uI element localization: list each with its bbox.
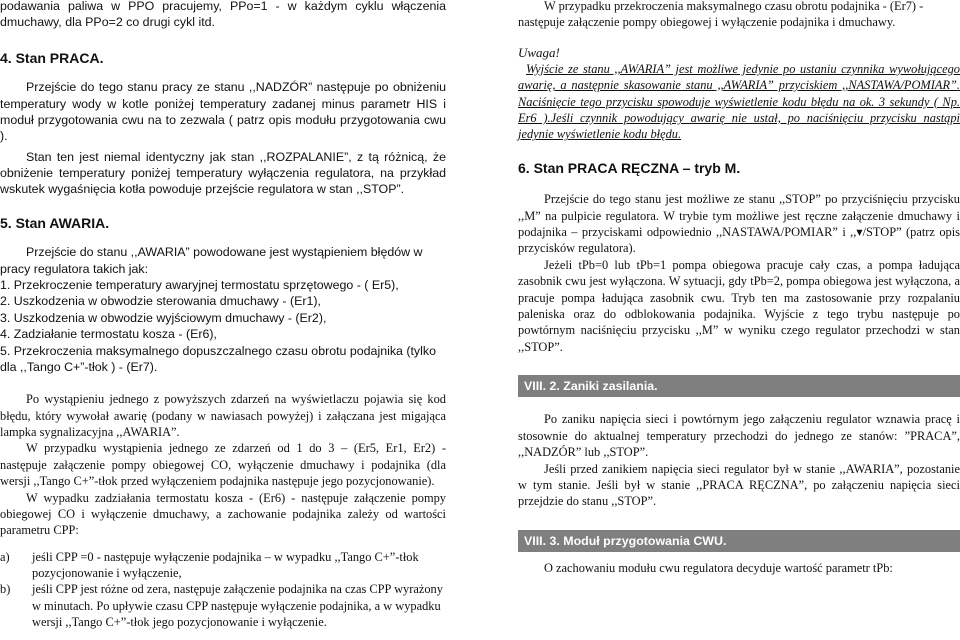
er7-note: W przypadku przekroczenia maksymalnego czasu obrotu podajnika - (Er7) - następuje załączenie pompy obiegowej i wyłączenie podajnika i dmuchawy. — [518, 0, 924, 30]
uwaga-text: Wyjście ze stanu ,,AWARIA” jest możliwe jedynie po ustaniu czynnika wywołującego awarię, a następnie skasowanie stanu ,,AWARIA” przyciskiem ,,NASTAWA/POMIAR”. Naciśnięcie tego przycisku spowoduje wyświetlenie kodu błędu na ok. 3 sekundy ( Np. Er6 ).Jeśli czynnik powodujący awarię nie ustał, po naciśnięciu przycisku nastąpi jedynie wyświetlenie kodu błędu. — [518, 61, 960, 142]
uwaga-label: Uwaga! — [518, 44, 560, 60]
section-viii-3-paragraph: O zachowaniu modułu cwu regulatora decyduje wartość parametr tPb: — [544, 561, 893, 575]
section-4-paragraph-2: Stan ten jest niemal identyczny jak stan ,,ROZPALANIE”, z tą różnicą, że obniżenie temperatury poniżej temperatury wyłączenia regulatora, na przykład wskutek wygaśnięcia kotła powoduje przejście regulatora w stan ,,STOP”. — [0, 149, 446, 197]
error-list-item: 1. Przekroczenie temperatury awaryjnej termostatu sprzętowego - ( Er5), — [0, 278, 399, 293]
section-5-heading: 5. Stan AWARIA. — [0, 214, 110, 231]
section-6-paragraph-2: Jeżeli tPb=0 lub tPb=1 pompa obiegowa pracuje cały czas, a pompa ładująca zasobnik cwu jest wyłączona. W sytuacji, gdy tPb=2, pompa obiegowa jest wyłączona, a pracuje pompa ładująca zasobnik cwu. Tryb ten ma zastosowanie przy rozpalaniu paleniska oraz do odblokowania podajnika. Wyjście z tego trybu następuje po powtórnym naciśnięciu przycisku ,,M” w wyniku czego regulator przechodzi w stan ,,STOP”. — [518, 257, 960, 354]
left-column — [0, 0, 446, 631]
section-6-heading: 6. Stan PRACA RĘCZNA – tryb M. — [518, 159, 741, 176]
error-list — [0, 277, 446, 375]
section-6-paragraph-1: Przejście do tego stanu jest możliwe ze stanu ,,STOP” po przyciśnięciu przycisku ,,M” na pulpicie regulatora. W trybie tym możliwe jest ręczne załączenie dmuchawy i podajnika – przyciskami odpowiednio ,,NASTAWA/POMIAR” i ,,▾/STOP” (patrz opis przycisków regulatora). — [518, 192, 960, 256]
intro-paragraph: podawania paliwa w PPO pracujemy, PPo=1 - w każdym cyklu włączenia dmuchawy, dla PPo=2 co drugi cykl itd. — [0, 0, 446, 30]
error-list-item: 2. Uszkodzenia w obwodzie sterowania dmuchawy - (Er1), — [0, 294, 321, 309]
cpp-case-a — [0, 549, 446, 582]
error-list-item: 3. Uszkodzenia w obwodzie wyjściowym dmuchawy - (Er2), — [0, 310, 327, 325]
cpp-case-label: a) — [0, 549, 10, 564]
section-4-heading: 4. Stan PRACA. — [0, 49, 104, 66]
cpp-case-b — [0, 581, 446, 630]
cpp-case-text: jeśli CPP jest różne od zera, następuje załączenie podajnika na czas CPP wyrażony w minutach. Po upływie czasu CPP następuje wyłączenie podajnika, a w wypadku wersji ,,Tango C+”-tłok jego pozycjonowanie i wyłączenie. — [32, 582, 443, 630]
error-list-item: 5. Przekroczenia maksymalnego dopuszczalnego czasu obrotu podajnika (tylko dla ,,Tango C+”-tłok ) - (Er7). — [0, 343, 436, 374]
section-5-er-paragraph: W przypadku wystąpienia jednego ze zdarzeń od 1 do 3 – (Er5, Er1, Er2) - następuje załączenie pompy obiegowej CO, wyłączenie dmuchawy i podajnika (dla wersji ,,Tango C+”-tłok przed wyłączeniem podajnika następuje jego pozycjonowanie). — [0, 441, 446, 489]
error-list-item: 4. Zadziałanie termostatu kosza - (Er6), — [0, 327, 217, 342]
section-5-er6-paragraph: W wypadku zadziałania termostatu kosza - (Er6) - następuje załączenie pompy obiegowej CO i wyłączenie dmuchawy, a zachowanie podajnika zależy od wartości parametru CPP: — [0, 490, 446, 538]
cpp-case-label: b) — [0, 582, 11, 597]
section-viii-2-paragraph-2: Jeśli przed zanikiem napięcia sieci regulator był w stanie ,,AWARIA”, pozostanie w tym stanie. Jeśli był w stanie ,,PRACA RĘCZNA”, po załączeniu napięcia sieci przejdzie do stanu ,,STOP”. — [518, 461, 960, 509]
section-viii-2-paragraph-1: Po zaniku napięcia sieci i powtórnym jego załączeniu regulator wznawia pracę i stosownie do aktualnej temperatury przechodzi do jednego ze stanów: ”PRACA”, ,,NADZÓR” lub ,,STOP”. — [518, 412, 960, 460]
cpp-case-text: jeśli CPP =0 - następuje wyłączenie podajnika – w wypadku ,,Tango C+”-tłok pozycjonowanie i wyłączenie, — [32, 549, 419, 581]
section-5-display-paragraph: Po wystąpieniu jednego z powyższych zdarzeń na wyświetlaczu pojawia się kod błędu, który wywołał awarię (podany w nawiasach powyżej) i załączana jest migająca lampka sygnalizacyjna ,,AWARIA”. — [0, 392, 446, 440]
section-viii-2-heading: VIII. 2. Zaniki zasilania. — [518, 375, 960, 397]
section-4-paragraph-1: Przejście do tego stanu pracy ze stanu ,,NADZÓR” następuje po obniżeniu temperatury wody w kotle poniżej temperatury zadanej minus parametr HIS i moduł przygotowania cwu na to zezwala ( patrz opis modułu przygotowania cwu ). — [0, 80, 446, 144]
right-column — [518, 0, 960, 576]
section-5-intro: Przejście do stanu ,,AWARIA” powodowane jest wystąpieniem błędów w pracy regulatora takich jak: — [0, 245, 423, 276]
section-viii-3-heading: VIII. 3. Moduł przygotowania CWU. — [518, 530, 960, 552]
cpp-cases — [0, 549, 446, 631]
